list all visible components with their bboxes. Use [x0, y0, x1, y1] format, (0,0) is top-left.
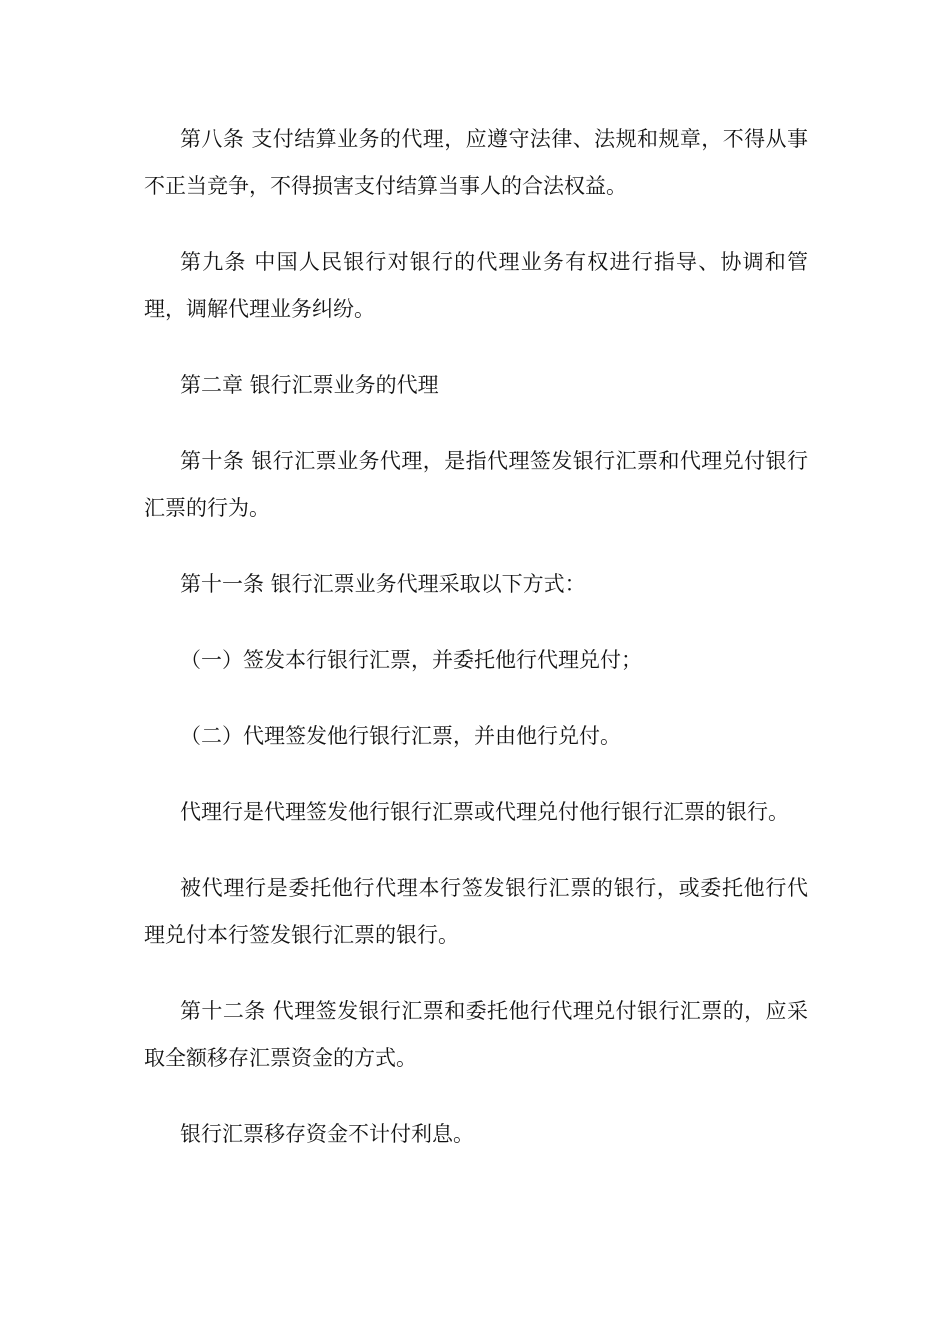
- article-8-paragraph: 第八条 支付结算业务的代理，应遵守法律、法规和规章，不得从事不正当竞争，不得损害支付结算当事人的合法权益。: [144, 127, 808, 198]
- chapter-2-heading: 第二章 银行汇票业务的代理: [180, 373, 439, 397]
- article-9-paragraph: 第九条 中国人民银行对银行的代理业务有权进行指导、协调和管理，调解代理业务纠纷。: [144, 250, 808, 321]
- article-11-paragraph: 第十一条 银行汇票业务代理采取以下方式：: [180, 572, 586, 596]
- no-interest-paragraph: 银行汇票移存资金不计付利息。: [180, 1122, 474, 1146]
- article-10-paragraph: 第十条 银行汇票业务代理，是指代理签发银行汇票和代理兑付银行汇票的行为。: [144, 449, 808, 520]
- article-11-item-2: （二）代理签发他行银行汇票，并由他行兑付。: [180, 724, 621, 748]
- article-11-item-1: （一）签发本行银行汇票，并委托他行代理兑付；: [180, 648, 642, 672]
- agent-bank-definition: 代理行是代理签发他行银行汇票或代理兑付他行银行汇票的银行。: [180, 800, 789, 824]
- document-body: [144, 116, 808, 1187]
- article-12-paragraph: 第十二条 代理签发银行汇票和委托他行代理兑付银行汇票的，应采取全额移存汇票资金的方式。: [144, 999, 808, 1070]
- principal-bank-definition: 被代理行是委托他行代理本行签发银行汇票的银行，或委托他行代理兑付本行签发银行汇票的银行。: [144, 876, 808, 947]
